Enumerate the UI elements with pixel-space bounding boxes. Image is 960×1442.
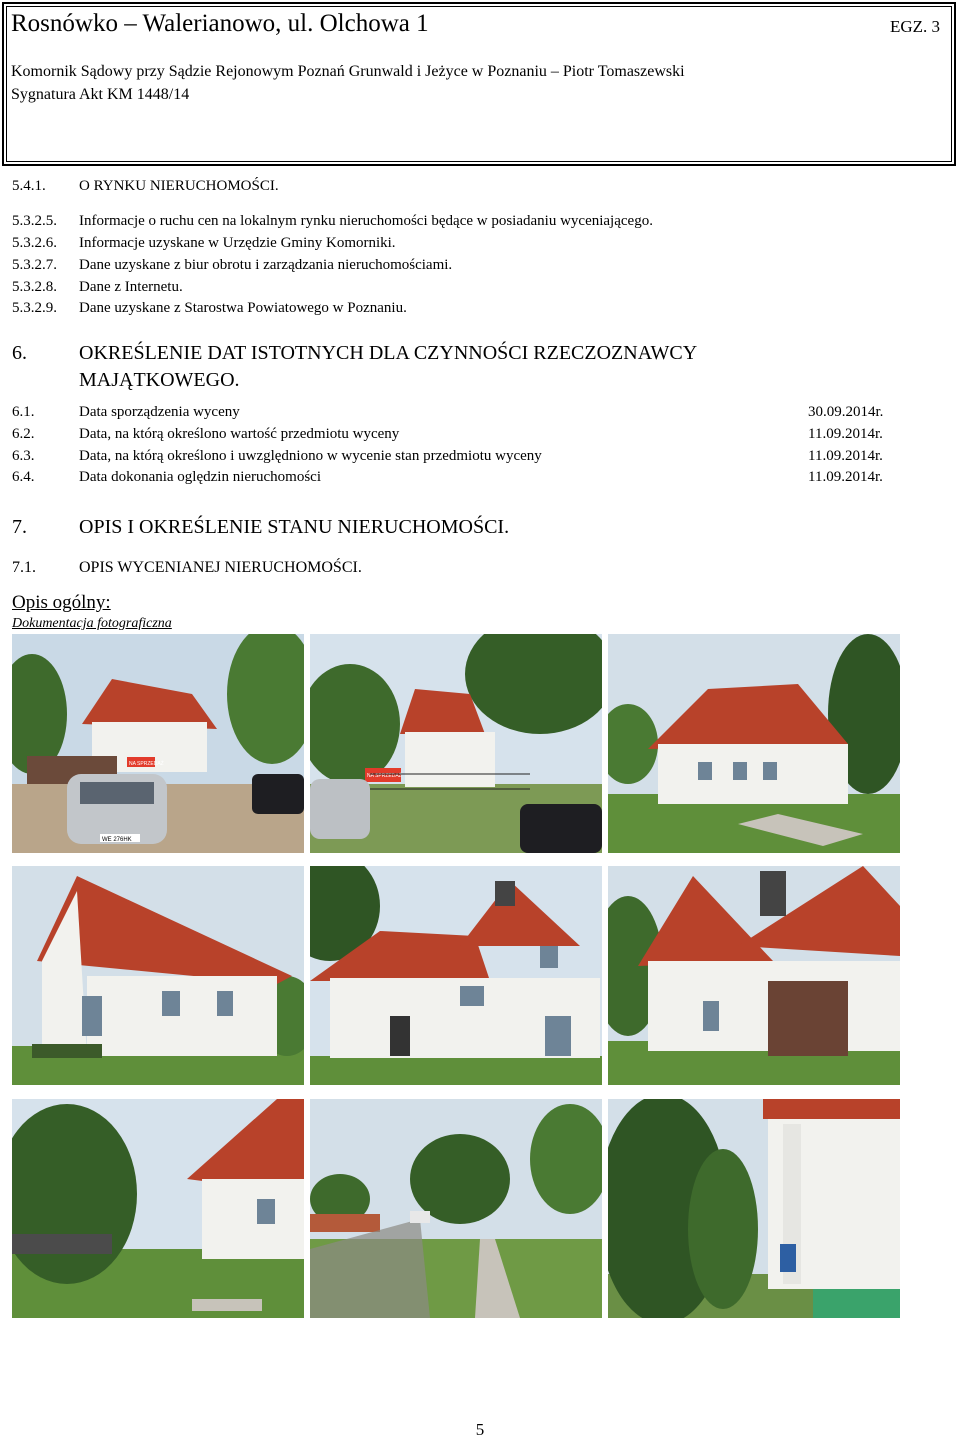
row-number: 6.2. — [12, 426, 35, 442]
property-photo — [12, 866, 304, 1085]
row-date: 30.09.2014r. — [808, 404, 884, 420]
section-title: OPIS I OKREŚLENIE STANU NIERUCHOMOŚCI. — [79, 516, 510, 538]
section-title: OKREŚLENIE DAT ISTOTNYCH DLA CZYNNOŚCI RZECZOZNAWCY — [79, 342, 698, 364]
property-photo — [310, 1099, 602, 1318]
list-item — [12, 213, 653, 230]
item-number: 5.3.2.5. — [12, 213, 57, 229]
sale-sign-text: NA SPRZEDAŻ — [367, 773, 402, 779]
date-row — [12, 469, 912, 486]
section-number: 5.4.1. — [12, 178, 46, 194]
item-text: Dane z Internetu. — [79, 279, 183, 295]
date-row — [12, 404, 912, 421]
row-date: 11.09.2014r. — [808, 448, 883, 464]
row-label: Data, na którą określono wartość przedmiotu wyceny — [79, 426, 400, 442]
page-number: 5 — [475, 1420, 485, 1439]
section-number: 6. — [12, 342, 27, 364]
section-6-heading-line2: MAJĄTKOWEGO. — [79, 369, 240, 391]
date-row — [12, 448, 912, 465]
property-photo — [310, 866, 602, 1085]
property-photo — [310, 634, 602, 853]
license-plate-text: WE 276HK — [102, 837, 132, 843]
sale-sign-text: NA SPRZEDAŻ — [129, 761, 164, 767]
list-item — [12, 279, 183, 296]
item-text: Dane uzyskane z Starostwa Powiatowego w Poznaniu. — [79, 300, 407, 316]
list-item — [12, 300, 407, 317]
section-title: O RYNKU NIERUCHOMOŚCI. — [79, 178, 279, 194]
row-number: 6.3. — [12, 448, 35, 464]
date-row — [12, 426, 912, 443]
property-photo — [12, 1099, 304, 1318]
item-text: Informacje uzyskane w Urzędzie Gminy Komorniki. — [79, 235, 396, 251]
item-text: Dane uzyskane z biur obrotu i zarządzania nieruchomościami. — [79, 257, 453, 273]
list-item — [12, 257, 452, 274]
section-number: 7. — [12, 516, 27, 538]
subsection-number: 7.1. — [12, 559, 36, 576]
copy-number: EGZ. 3 — [889, 17, 940, 36]
property-photo — [608, 1099, 900, 1318]
subsection-7-1-heading — [12, 559, 362, 577]
item-number: 5.3.2.8. — [12, 279, 57, 295]
list-item — [12, 235, 396, 252]
property-photo — [608, 634, 900, 853]
item-text: Informacje o ruchu cen na lokalnym rynku nieruchomości będące w posiadaniu wyceniającego. — [79, 213, 653, 229]
row-label: Data, na którą określono i uwzględniono w wycenie stan przedmiotu wyceny — [79, 448, 542, 464]
photo-documentation-caption: Dokumentacja fotograficzna — [12, 616, 172, 631]
row-label: Data sporządzenia wyceny — [79, 404, 240, 420]
section-6-heading — [12, 342, 697, 365]
case-signature: Sygnatura Akt KM 1448/14 — [11, 86, 190, 103]
document-title: Rosnówko – Walerianowo, ul. Olchowa 1 — [11, 10, 429, 37]
general-description-label: Opis ogólny: — [12, 592, 111, 613]
property-photo — [608, 866, 900, 1085]
market-heading — [12, 178, 279, 195]
row-number: 6.1. — [12, 404, 35, 420]
bailiff-line: Komornik Sądowy przy Sądzie Rejonowym Poznań Grunwald i Jeżyce w Poznaniu – Piotr Tomaszewski — [11, 63, 685, 80]
row-date: 11.09.2014r. — [808, 426, 883, 442]
item-number: 5.3.2.7. — [12, 257, 57, 273]
item-number: 5.3.2.6. — [12, 235, 57, 251]
row-date: 11.09.2014r. — [808, 469, 883, 485]
row-number: 6.4. — [12, 469, 35, 485]
section-7-heading — [12, 516, 509, 539]
subsection-title: OPIS WYCENIANEJ NIERUCHOMOŚCI. — [79, 559, 362, 576]
item-number: 5.3.2.9. — [12, 300, 57, 316]
row-label: Data dokonania oględzin nieruchomości — [79, 469, 322, 485]
property-photo — [12, 634, 304, 853]
